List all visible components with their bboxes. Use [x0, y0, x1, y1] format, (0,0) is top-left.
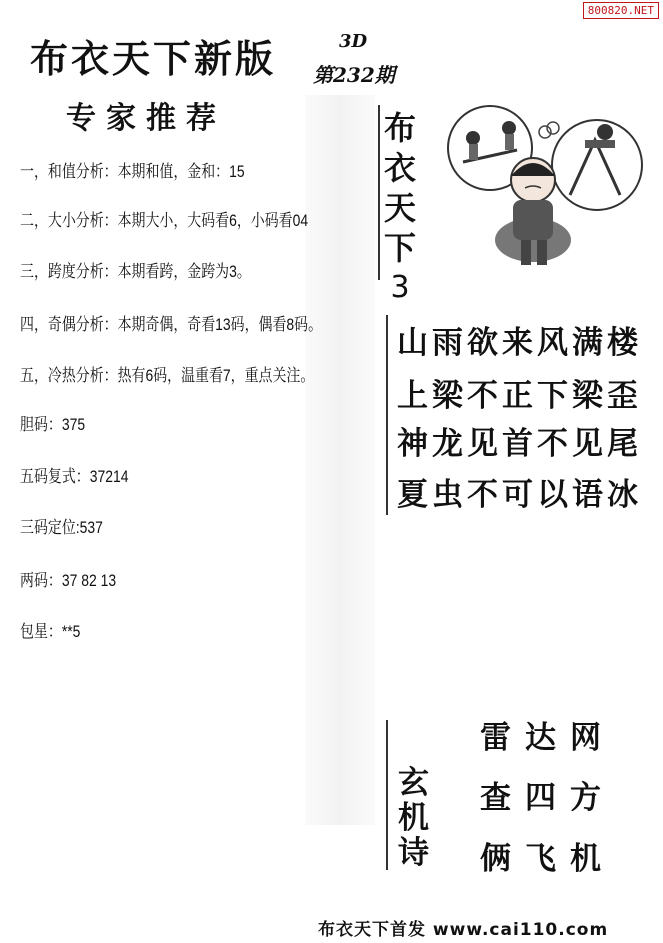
vertical-title-char: 下 — [383, 229, 416, 267]
poem-line: 上梁不正下梁歪 — [397, 378, 642, 414]
page-title: 布衣天下新版 — [30, 36, 277, 81]
analysis-line: 二，大小分析：本期大小，大码看6，小码看04 — [20, 211, 309, 230]
xuanji-label-char: 机 — [398, 800, 429, 836]
poem-line: 山雨欲来风满楼 — [397, 325, 642, 361]
analysis-line: 三，跨度分析：本期看跨，金跨为3。 — [20, 262, 251, 281]
vertical-title-number: 3 — [390, 270, 410, 305]
subtitle: 专家推荐 — [66, 101, 226, 136]
xuanji-label-char: 诗 — [398, 835, 429, 871]
vertical-title — [380, 108, 420, 308]
two-code: 两码：37 82 13 — [20, 571, 117, 590]
bao-xing: 包星：**5 — [20, 622, 81, 641]
background-stripe — [305, 95, 375, 825]
divider — [386, 720, 388, 870]
analysis-line: 五，冷热分析：热有6码，温重看7，重点关注。 — [20, 366, 315, 385]
xuanji-poem-line: 雷达网 — [480, 720, 615, 756]
cartoon-illustration — [445, 100, 645, 270]
issue-number: 第232期 — [313, 63, 395, 87]
lottery-name: 3D — [339, 31, 368, 52]
analysis-line: 一，和值分析：本期和值，金和：15 — [20, 162, 245, 181]
divider — [386, 315, 388, 515]
xuanji-poem-line: 查四方 — [480, 780, 615, 816]
site-tag[interactable]: 800820.NET — [583, 2, 659, 19]
poem-line: 神龙见首不见尾 — [397, 426, 642, 462]
footer: 布衣天下首发 www.cai110.com — [318, 920, 609, 940]
three-code-position: 三码定位:537 — [20, 518, 103, 537]
vertical-title-char: 布 — [383, 109, 416, 147]
xuanji-label-char: 玄 — [398, 765, 429, 801]
poem-line: 夏虫不可以语冰 — [397, 477, 642, 513]
analysis-line: 四，奇偶分析：本期奇偶，奇看13码，偶看8码。 — [20, 315, 323, 334]
five-code-combo: 五码复式：37214 — [20, 467, 129, 486]
vertical-title-char: 天 — [383, 189, 416, 227]
xuanji-poem-line: 俩飞机 — [480, 841, 615, 877]
vertical-title-char: 衣 — [383, 149, 416, 187]
dan-code: 胆码：375 — [20, 415, 86, 434]
